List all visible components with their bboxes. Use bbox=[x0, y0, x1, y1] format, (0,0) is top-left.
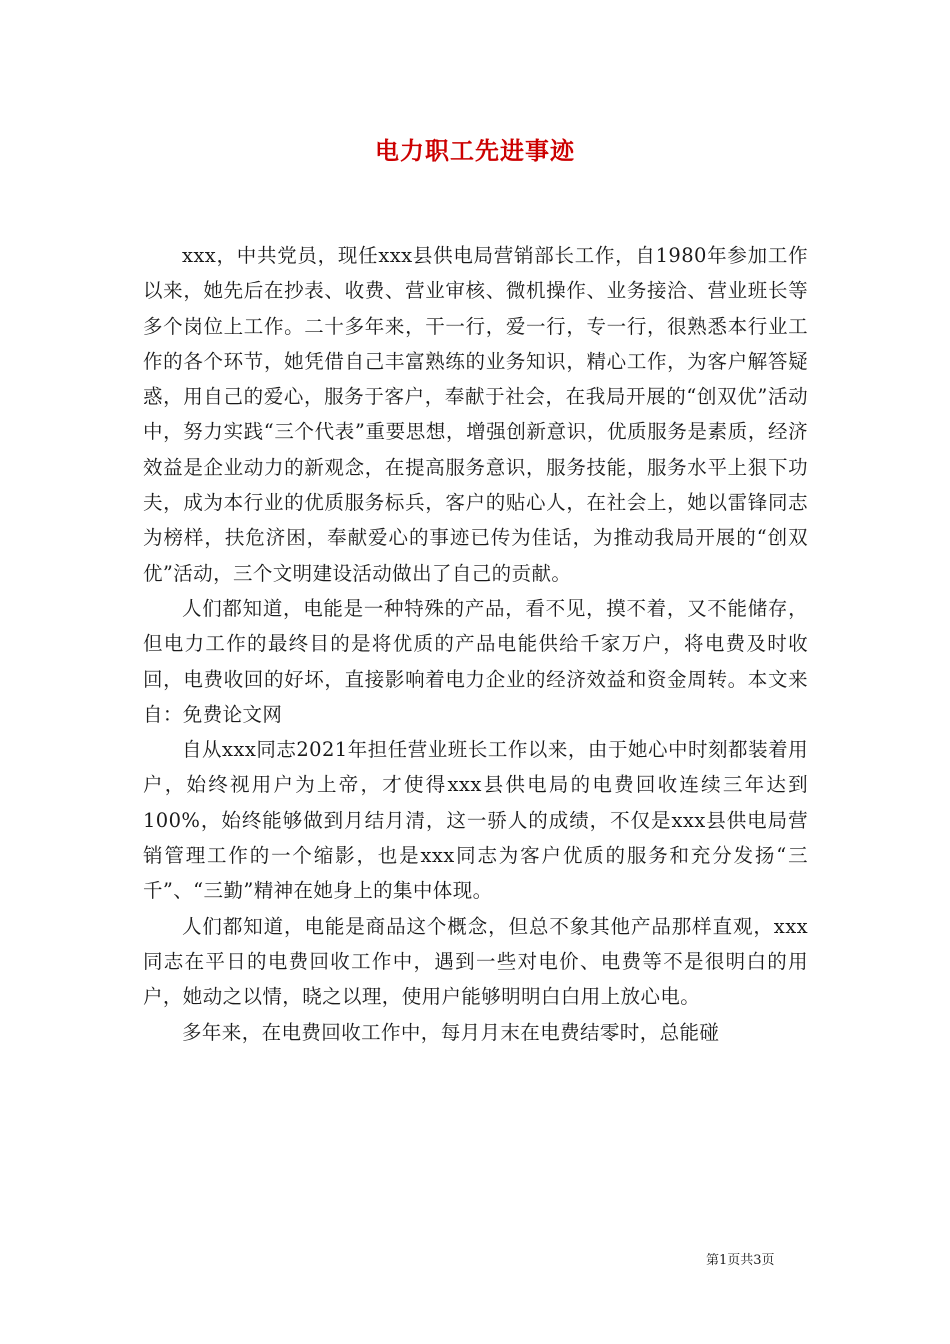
document-body bbox=[143, 238, 808, 1050]
paragraph-3: 自从xxx同志2021年担任营业班长工作以来，由于她心中时刻都装着用户，始终视用户为上帝，才使得xxx县供电局的电费回收连续三年达到100%，始终能够做到月结月清，这一骄人的成绩，不仅是xxx县供电局营销管理工作的一个缩影，也是xxx同志为客户优质的服务和充分发扬“三千”、“三勤”精神在她身上的集中体现。 bbox=[143, 738, 808, 903]
document-title: 电力职工先进事迹 bbox=[375, 136, 575, 165]
paragraph-5: 多年来，在电费回收工作中，每月月末在电费结零时，总能碰 bbox=[182, 1020, 720, 1044]
paragraph-2: 人们都知道，电能是一种特殊的产品，看不见，摸不着，又不能储存，但电力工作的最终目的是将优质的产品电能供给千家万户，将电费及时收回，电费收回的好坏，直接影响着电力企业的经济效益和资金周转。本文来自：免费论文网 bbox=[143, 596, 808, 726]
page-number-footer: 第1页共3页 bbox=[706, 1253, 775, 1268]
paragraph-4: 人们都知道，电能是商品这个概念，但总不象其他产品那样直观，xxx同志在平日的电费回收工作中，遇到一些对电价、电费等不是很明白的用户，她动之以情，晓之以理，使用户能够明明白白用上放心电。 bbox=[143, 914, 808, 1009]
paragraph-1: xxx，中共党员，现任xxx县供电局营销部长工作，自1980年参加工作以来，她先后在抄表、收费、营业审核、微机操作、业务接洽、营业班长等多个岗位上工作。二十多年来，干一行，爱一行，专一行，很熟悉本行业工作的各个环节，她凭借自己丰富熟练的业务知识，精心工作，为客户解答疑惑，用自己的爱心，服务于客户，奉献于社会，在我局开展的“创双优”活动中，努力实践“三个代表”重要思想，增强创新意识，优质服务是素质，经济效益是企业动力的新观念，在提高服务意识，服务技能，服务水平上狠下功夫，成为本行业的优质服务标兵，客户的贴心人，在社会上，她以雷锋同志为榜样，扶危济困，奉献爱心的事迹已传为佳话，为推动我局开展的“创双优”活动，三个文明建设活动做出了自己的贡献。 bbox=[143, 244, 808, 585]
